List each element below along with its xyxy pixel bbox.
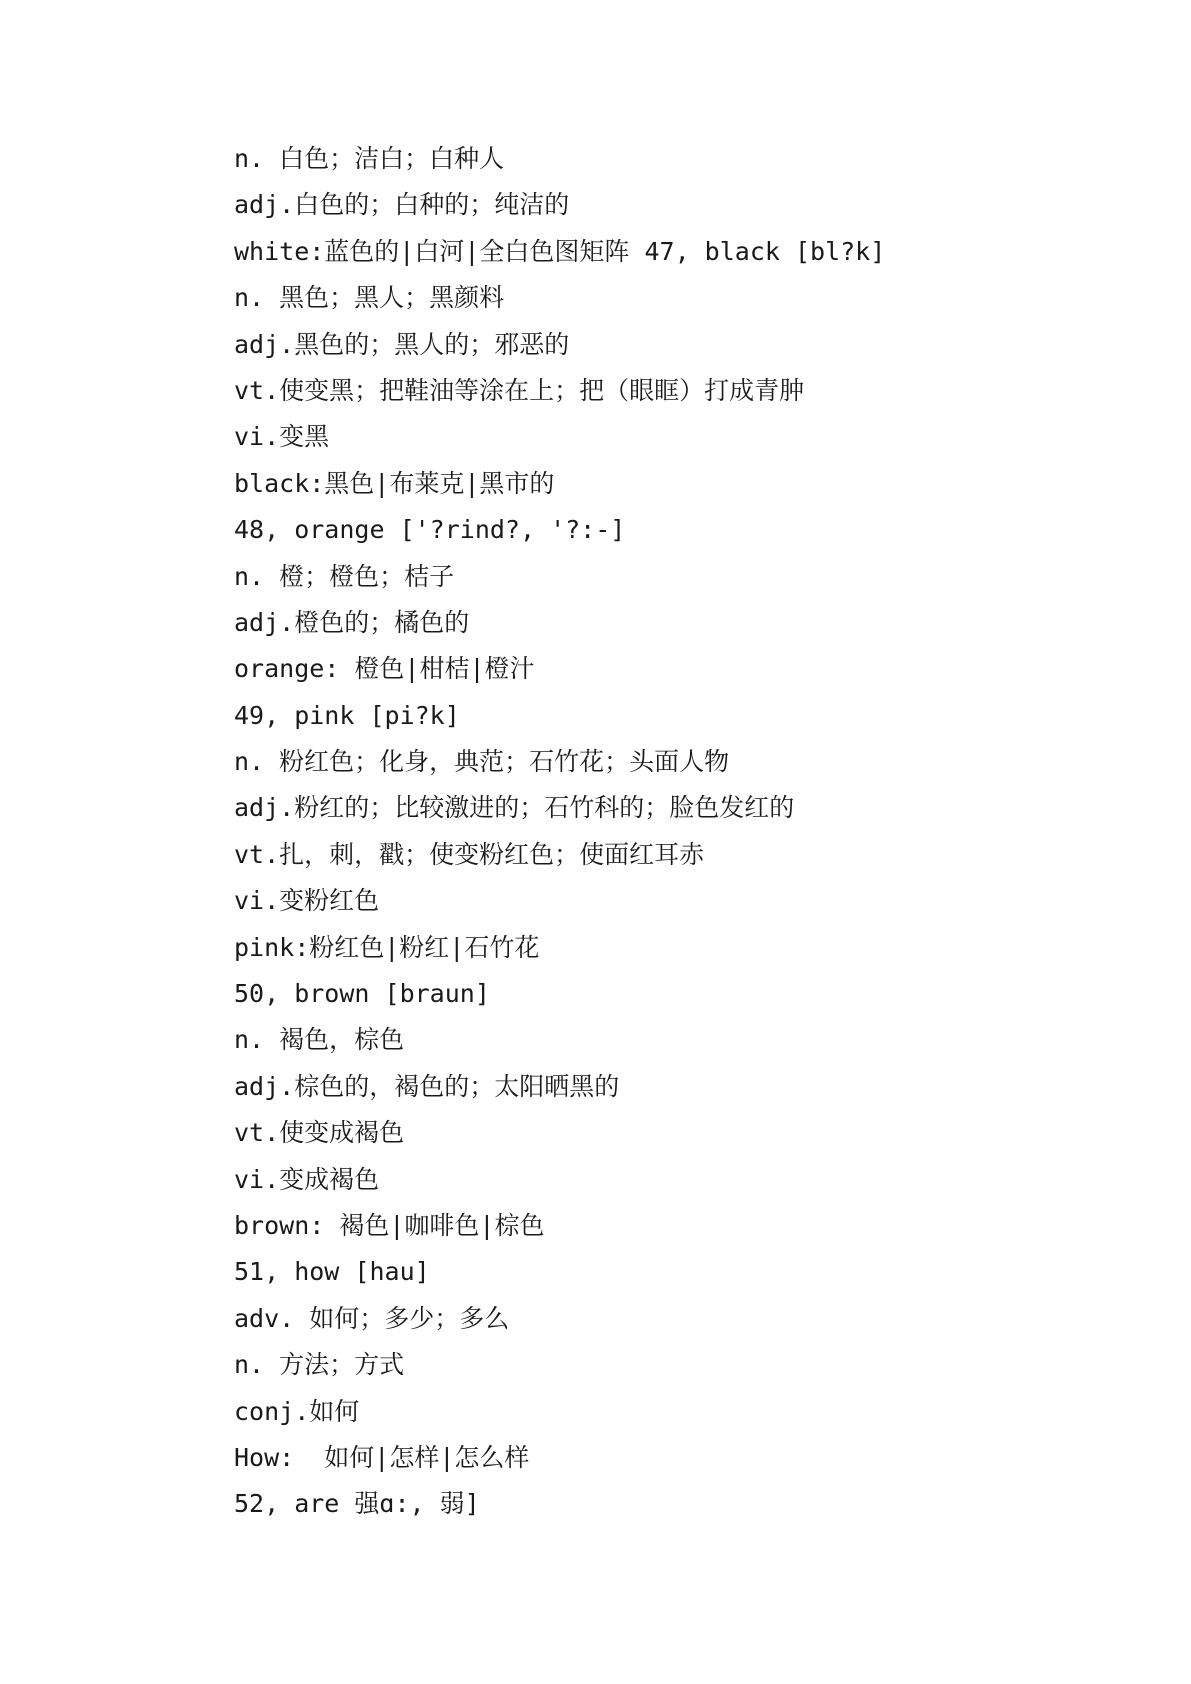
text-line: adj.粉红的；比较激进的；石竹科的；脸色发红的 [234, 793, 795, 823]
text-line: n. 白色；洁白；白种人 [234, 144, 505, 173]
text-line: adj.橙色的；橘色的 [234, 607, 470, 637]
text-line: black:黑色|布莱克|黑市的 [234, 468, 555, 498]
text-line: white:蓝色的|白河|全白色图矩阵 47, black [bl?k] [234, 236, 886, 266]
vocabulary-text [234, 136, 1134, 1528]
text-line: vi.变成褐色 [234, 1164, 380, 1194]
text-line: adj.黑色的；黑人的；邪恶的 [234, 329, 570, 359]
text-line: n. 橙；橙色；桔子 [234, 561, 455, 591]
text-line: pink:粉红色|粉红|石竹花 [234, 932, 540, 962]
text-line: orange: 橙色|柑桔|橙汁 [234, 654, 535, 684]
text-line: 51, how [hau] [234, 1257, 430, 1287]
text-line: 48, orange ['?rind?, '?:-] [234, 515, 626, 545]
text-line: n. 方法；方式 [234, 1350, 405, 1380]
text-line: adj.棕色的，褐色的；太阳晒黑的 [234, 1071, 620, 1101]
text-line: conj.如何 [234, 1396, 360, 1426]
text-line: adj.白色的；白种的；纯洁的 [234, 190, 570, 220]
text-line: adv. 如何；多少；多么 [234, 1303, 510, 1333]
text-line: 49, pink [pi?k] [234, 700, 460, 730]
text-line: vt.使变成褐色 [234, 1118, 405, 1148]
text-line: vt.使变黑；把鞋油等涂在上；把（眼眶）打成青肿 [234, 375, 805, 405]
text-line: 52, are 强ɑ:, 弱] [234, 1489, 480, 1519]
text-line: brown: 褐色|咖啡色|棕色 [234, 1210, 545, 1240]
text-line: vi.变粉红色 [234, 886, 380, 916]
text-line: n. 粉红色；化身，典范；石竹花；头面人物 [234, 747, 730, 777]
text-line: 50, brown [braun] [234, 979, 490, 1009]
text-line: How: 如何|怎样|怎么样 [234, 1442, 530, 1472]
text-line: vt.扎，刺，戳；使变粉红色；使面红耳赤 [234, 839, 705, 869]
text-line: n. 黑色；黑人；黑颜料 [234, 283, 505, 313]
text-line: n. 褐色，棕色 [234, 1025, 405, 1055]
text-line: vi.变黑 [234, 422, 330, 452]
